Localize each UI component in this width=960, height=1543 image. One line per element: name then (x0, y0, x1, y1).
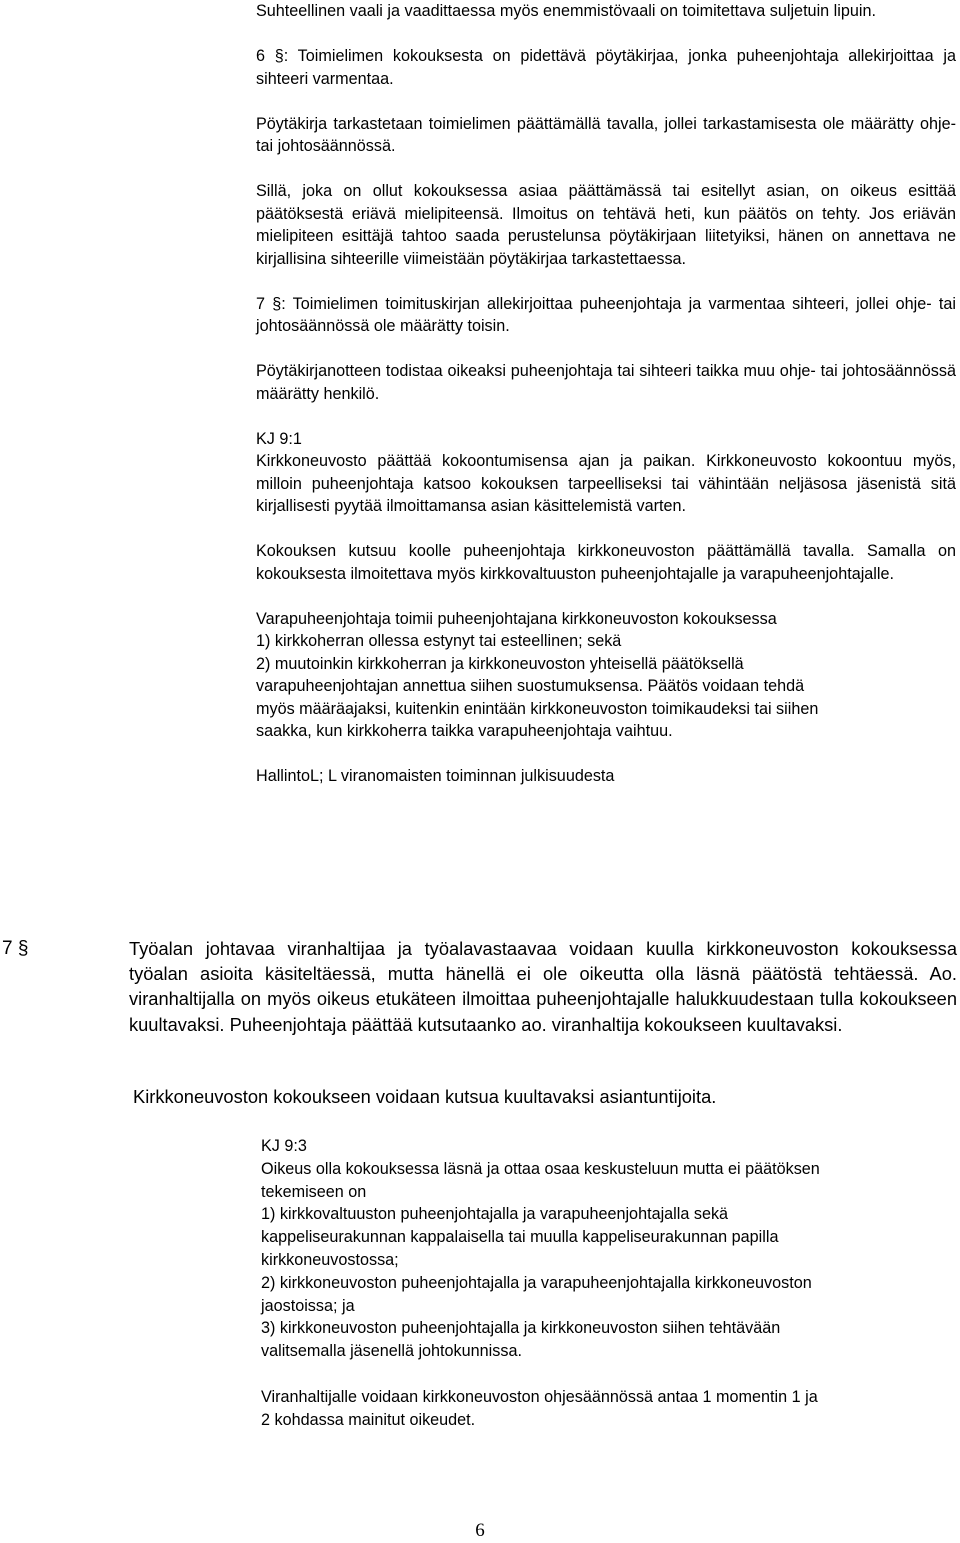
kj93-block (261, 1135, 951, 1454)
kj91-block (256, 428, 956, 518)
kj93-line: 3) kirkkoneuvoston puheenjohtajalla ja kirkkoneuvoston siihen tehtävään (261, 1319, 781, 1338)
kj93-line: 2) kirkkoneuvoston puheenjohtajalla ja varapuheenjohtajalla kirkkoneuvoston (261, 1273, 812, 1292)
vice-chair-line: 2) muutoinkin kirkkoherran ja kirkkoneuvoston yhteisellä päätöksellä (256, 654, 744, 673)
kj91-heading: KJ 9:1 (256, 429, 302, 448)
vice-chair-line: myös määräajaksi, kuitenkin enintään kirkkoneuvoston toimikaudeksi tai siihen (256, 699, 819, 718)
kj93-line: Oikeus olla kokouksessa läsnä ja ottaa osaa keskusteluun mutta ei päätöksen (261, 1159, 820, 1178)
paragraph-hallintol: HallintoL; L viranomaisten toiminnan julkisuudesta (256, 767, 615, 785)
section-7-body (129, 936, 957, 1037)
kj93-line: tekemiseen on (261, 1182, 367, 1201)
kj93-line: kappeliseurakunnan kappalaisella tai muulla kappeliseurakunnan papilla (261, 1228, 779, 1247)
kj93-final-line: 2 kohdassa mainitut oikeudet. (261, 1410, 476, 1429)
vice-chair-line: Varapuheenjohtaja toimii puheenjohtajana kirkkoneuvoston kokouksessa (256, 609, 777, 628)
kj93-final-line: Viranhaltijalle voidaan kirkkoneuvoston ohjesäännössä antaa 1 momentin 1 ja (261, 1387, 818, 1406)
vice-chair-line: saakka, kun kirkkoherra taikka varapuheenjohtaja vaihtuu. (256, 722, 673, 740)
section-number: 7 § (2, 938, 29, 959)
top-text-block (256, 0, 956, 810)
kj93-line: kirkkoneuvostossa; (261, 1250, 399, 1269)
paragraph-extract-certification: Pöytäkirjanotteen todistaa oikeaksi puheenjohtaja tai sihteeri taikka muu ohje- tai johtosäännössä määrätty henkilö. (256, 362, 956, 403)
kj93-line: valitsemalla jäsenellä johtokunnissa. (261, 1342, 522, 1361)
paragraph-signing: 7 §: Toimielimen toimituskirjan allekirjoittaa puheenjohtaja ja varmentaa sihteeri, jollei ohje- tai johtosäännössä ole määrätty toisin. (256, 294, 956, 335)
paragraph-dissent: Sillä, joka on ollut kokouksessa asiaa päättämässä tai esitellyt asian, on oikeus esittää päätöksestä eriävä mielipiteensä. Ilmoitus on tehtävä heti, kun päätös on tehty. Jos eriävän mielipiteen esittäjä tahtoo saada perustelunsa pöytäkirjaan liitetyiksi, hänen on annettava ne kirjallisina sihteerille viimeistään pöytäkirjaa tarkastettaessa. (256, 182, 956, 268)
vice-chair-block (256, 608, 956, 743)
paragraph-secret-ballot: Suhteellinen vaali ja vaadittaessa myös enemmistövaali on toimitettava suljetuin lipuin. (256, 2, 876, 20)
paragraph-minutes-review: Pöytäkirja tarkastetaan toimielimen päättämällä tavalla, jollei tarkastamisesta ole määrätty ohje- tai johtosäännössä. (256, 114, 956, 155)
paragraph-minutes: 6 §: Toimielimen kokouksesta on pidettävä pöytäkirjaa, jonka puheenjohtaja allekirjoittaa ja sihteeri varmentaa. (256, 47, 956, 88)
section-7-text: Työalan johtavaa viranhaltijaa ja työalavastaavaa voidaan kuulla kirkkoneuvoston kokouksessa työalan asioita käsiteltäessä, mutta hänellä ei ole oikeutta olla läsnä päätöstä tehtäessä. Ao. viranhaltijalla on myös oikeus etukäteen ilmoittaa puheenjohtajalle halukkuudestaan tulla kokoukseen kuultavaksi. Puheenjohtaja päättää kutsutaanko ao. viranhaltija kokoukseen kuultavaksi. (129, 938, 957, 1035)
vice-chair-line: 1) kirkkoherran ollessa estynyt tai esteellinen; sekä (256, 632, 622, 650)
kj93-line: KJ 9:3 (261, 1137, 307, 1155)
kj93-final (261, 1386, 951, 1432)
page-number: 6 (475, 1520, 485, 1541)
paragraph-experts: Kirkkoneuvoston kokoukseen voidaan kutsua kuultavaksi asiantuntijoita. (133, 1086, 717, 1107)
paragraph-convening: Kokouksen kutsuu koolle puheenjohtaja kirkkoneuvoston päättämällä tavalla. Samalla on kokouksesta ilmoitettava myös kirkkovaltuuston puheenjohtajalle ja varapuheenjohtajalle. (256, 542, 956, 583)
kj93-line: jaostoissa; ja (261, 1296, 355, 1315)
kj93-rights (261, 1135, 951, 1363)
kj93-line: 1) kirkkovaltuuston puheenjohtajalla ja varapuheenjohtajalla sekä (261, 1205, 729, 1224)
vice-chair-line: varapuheenjohtajan annettua siihen suostumuksensa. Päätös voidaan tehdä (256, 677, 805, 695)
kj91-text: Kirkkoneuvosto päättää kokoontumisensa ajan ja paikan. Kirkkoneuvosto kokoontuu myös, milloin puheenjohtaja katsoo kokouksen tarpeelliseksi tai vähintään neljäsosa jäsenistä sitä kirjallisesti pyytää ilmoittamansa asian käsittelemistä varten. (256, 452, 956, 515)
